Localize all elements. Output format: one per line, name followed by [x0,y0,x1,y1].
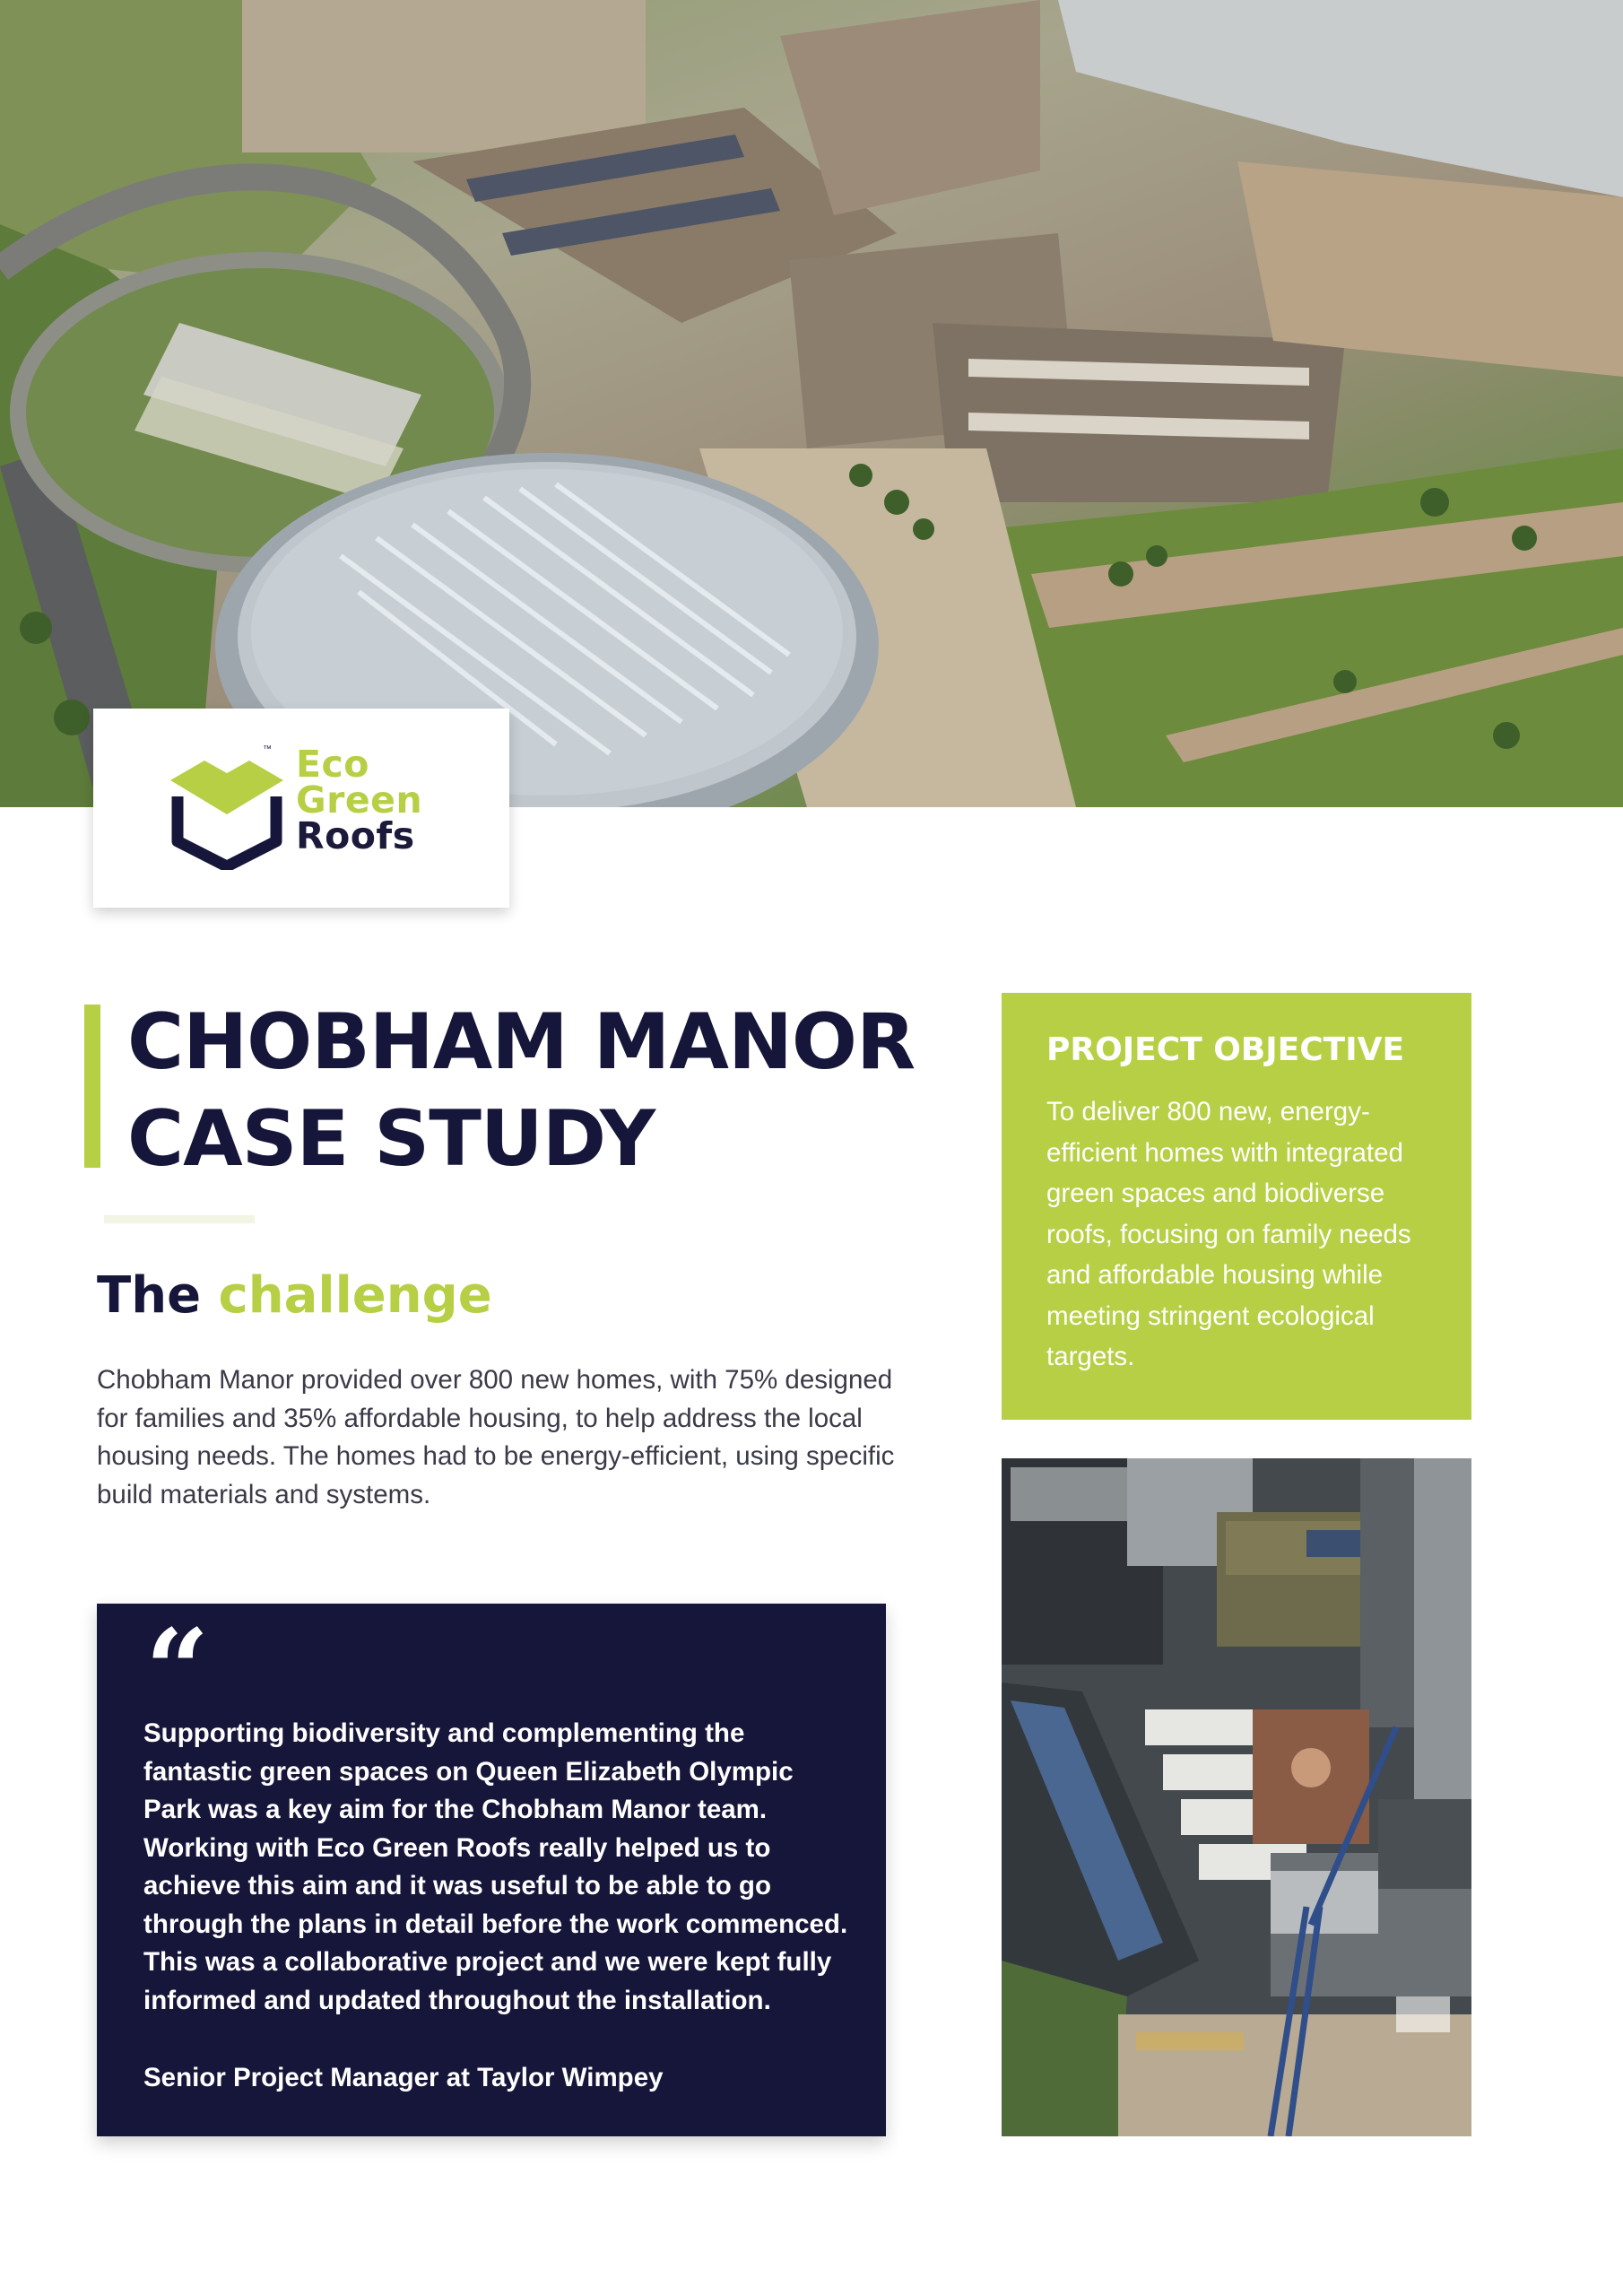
side-aerial-illustration [1002,1458,1471,2136]
page-title-line1: CHOBHAM MANOR [127,997,916,1087]
logo-wordmark [296,743,423,857]
logo-word-eco: Eco [296,743,369,786]
trademark-symbol: ™ [263,744,272,754]
logo-word-green: Green [296,778,423,822]
challenge-heading-part1: The [97,1266,202,1325]
page-title [127,994,934,1187]
side-aerial-photo [1002,1458,1471,2136]
quote-mark-icon: “ [145,1605,210,1735]
testimonial-text: Supporting biodiversity and complementing the fantastic green spaces on Queen Elizabeth Olympic Park was a key aim for the Chobham Manor team. Working with Eco Green Roofs really helped us to achieve this aim and it was useful to be able to go through the plans in detail before the work commenced. This was a collaborative project and we were kept fully informed and updated throughout the installation. [143,1718,848,2015]
page-title-line2: CASE STUDY [127,1094,655,1184]
project-objective-body: To deliver 800 new, energy-efficient homes with integrated green spaces and biodiverse roofs, focusing on family needs and affordable housing while meeting stringent ecological targets. [1046,1097,1411,1371]
title-accent-bar [84,1004,100,1168]
logo-card [93,709,509,908]
project-objective-heading: PROJECT OBJECTIVE [1046,1031,1405,1068]
title-divider [104,1215,255,1223]
hero-aerial-photo [0,0,1623,807]
challenge-heading-part2: challenge [218,1266,492,1325]
green-roof-house-icon [169,744,285,870]
project-objective-box [1002,993,1471,1420]
challenge-heading [97,1265,492,1327]
logo-word-roofs: Roofs [296,814,415,857]
hero-aerial-illustration [0,0,1623,807]
testimonial-author: Senior Project Manager at Taylor Wimpey [143,2063,664,2092]
challenge-body: Chobham Manor provided over 800 new homes, with 75% designed for families and 35% affordable housing, to help address the local housing needs. The homes had to be energy-efficient, using specific build materials and systems. [97,1365,895,1509]
testimonial-quote-box [97,1604,886,2136]
